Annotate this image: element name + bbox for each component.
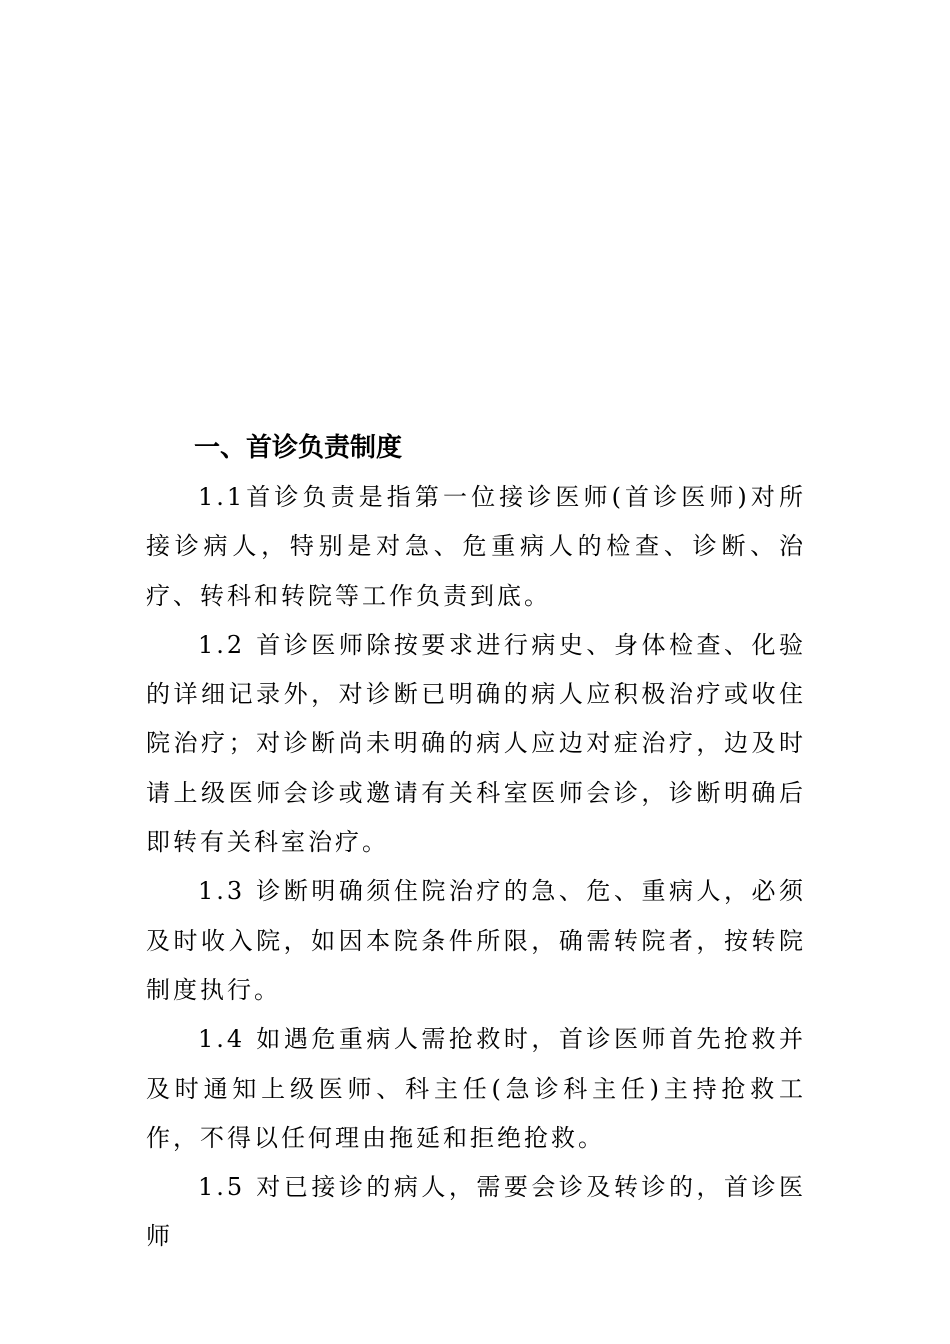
paragraph-1-2: 1.2 首诊医师除按要求进行病史、身体检查、化验的详细记录外，对诊断已明确的病人应积极治疗或收住院治疗；对诊断尚未明确的病人应边对症治疗，边及时请上级医师会诊或邀请有关科室医师会诊，诊断明确后即转有关科室治疗。	[146, 630, 806, 857]
document-body	[146, 423, 806, 1262]
paragraph-1-3: 1.3 诊断明确须住院治疗的急、危、重病人，必须及时收入院，如因本院条件所限，确需转院者，按转院制度执行。	[146, 877, 806, 1004]
paragraph-1-4: 1.4 如遇危重病人需抢救时，首诊医师首先抢救并及时通知上级医师、科主任(急诊科主任)主持抢救工作，不得以任何理由拖延和拒绝抢救。	[146, 1025, 806, 1152]
section-title: 一、首诊负责制度	[194, 433, 403, 463]
paragraph-1-5: 1.5 对已接诊的病人，需要会诊及转诊的，首诊医师	[146, 1173, 806, 1251]
paragraph-1-1: 1.1首诊负责是指第一位接诊医师(首诊医师)对所接诊病人，特别是对急、危重病人的检查、诊断、治疗、转科和转院等工作负责到底。	[146, 483, 806, 610]
